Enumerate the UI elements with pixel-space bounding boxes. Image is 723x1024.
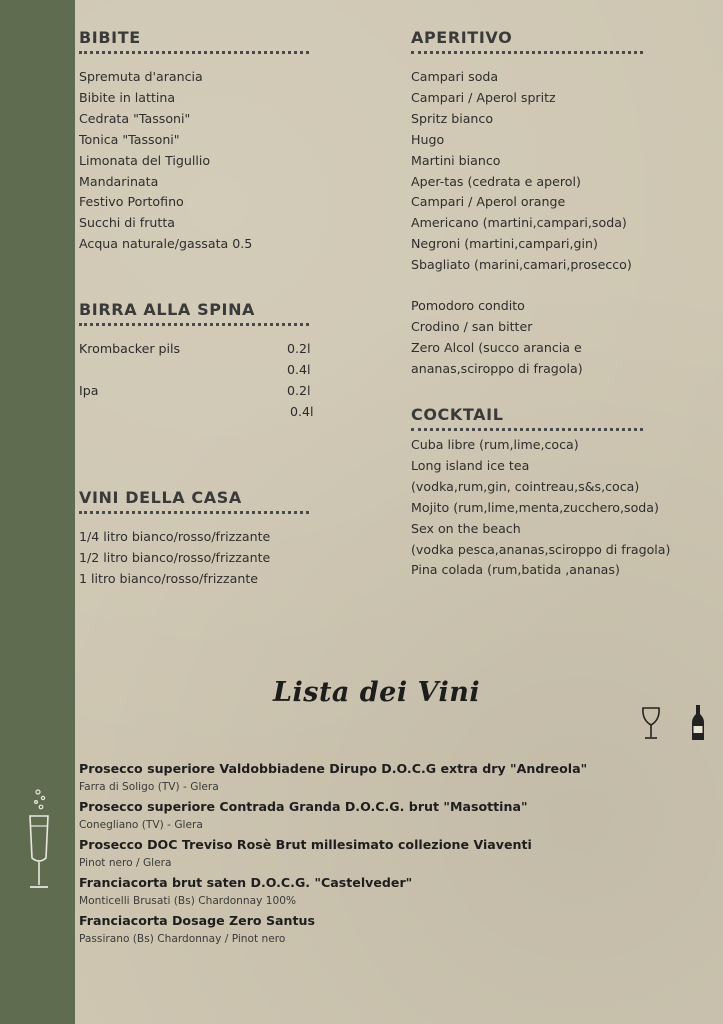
wine-detail: Passirano (Bs) Chardonnay / Pinot nero: [79, 933, 286, 945]
list-item: Spritz bianco: [411, 110, 494, 126]
list-item: Tonica "Tassoni": [79, 131, 180, 147]
list-item: (vodka pesca,ananas,sciroppo di fragola): [411, 541, 671, 557]
wine-name: Prosecco DOC Treviso Rosè Brut millesimato collezione Viaventi: [79, 837, 532, 852]
beer-name: Ipa: [79, 382, 99, 398]
beer-row: [79, 360, 309, 381]
list-item: 1 litro bianco/rosso/frizzante: [79, 570, 259, 586]
list-item: Pina colada (rum,batida ,ananas): [411, 562, 620, 578]
vini-casa-section: [79, 488, 309, 590]
list-item: Limonata del Tigullio: [79, 152, 211, 168]
list-item: Americano (martini,campari,soda): [411, 215, 627, 231]
wine-bottle-icon: [690, 704, 706, 742]
wine-list-title: Lista dei Vini: [273, 677, 481, 708]
beer-row: [79, 402, 314, 423]
list-item: Succhi di frutta: [79, 215, 175, 231]
wine-glass-icon: [640, 706, 662, 742]
beer-size: 0.2l: [287, 382, 311, 398]
list-item: Campari / Aperol orange: [411, 194, 566, 210]
bibite-section: [79, 28, 309, 255]
bibite-heading: BIBITE: [79, 28, 141, 47]
list-item: Mandarinata: [79, 173, 159, 189]
list-item: Negroni (martini,campari,gin): [411, 236, 598, 252]
dotted-divider: [411, 51, 643, 54]
wine-detail: Monticelli Brusati (Bs) Chardonnay 100%: [79, 895, 297, 907]
wine-name: Prosecco superiore Valdobbiadene Dirupo D.O.C.G extra dry "Andreola": [79, 761, 588, 776]
list-item: Sex on the beach: [411, 520, 521, 536]
wine-list: [79, 759, 699, 949]
aperitivo-section: [411, 28, 643, 380]
birra-heading: BIRRA ALLA SPINA: [79, 300, 256, 319]
list-item: ananas,sciroppo di fragola): [411, 360, 583, 376]
beer-row: [79, 381, 309, 402]
birra-section: [79, 300, 314, 423]
list-item: Campari / Aperol spritz: [411, 89, 556, 105]
list-item: Long island ice tea: [411, 457, 530, 473]
dotted-divider: [411, 428, 643, 431]
wine-detail: Farra di Soligo (TV) - Glera: [79, 781, 219, 793]
birra-list: [79, 339, 314, 423]
wine-name: Franciacorta Dosage Zero Santus: [79, 913, 315, 928]
list-item: Pomodoro condito: [411, 298, 525, 314]
list-item: Campari soda: [411, 69, 499, 84]
bibite-list: [79, 67, 309, 255]
cocktail-list: [411, 435, 671, 581]
list-item: Sbagliato (marini,camari,prosecco): [411, 257, 632, 273]
list-item: Hugo: [411, 131, 445, 147]
list-item: Mojito (rum,lime,menta,zucchero,soda): [411, 499, 659, 515]
list-item: Aper-tas (cedrata e aperol): [411, 173, 581, 189]
wine-detail: Pinot nero / Glera: [79, 857, 172, 869]
wine-name: Franciacorta brut saten D.O.C.G. "Castelveder": [79, 875, 413, 890]
cocktail-section: [411, 405, 671, 581]
vini-casa-list: [79, 527, 309, 590]
list-item: Festivo Portofino: [79, 194, 184, 210]
list-item: Cuba libre (rum,lime,coca): [411, 437, 579, 452]
wine-detail: Conegliano (TV) - Glera: [79, 819, 203, 831]
beer-name: Krombacker pils: [79, 341, 181, 356]
list-item: (vodka,rum,gin, cointreau,s&s,coca): [411, 478, 640, 494]
list-item: Bibite in lattina: [79, 89, 176, 105]
beer-size: 0.4l: [287, 361, 311, 377]
cocktail-heading: COCKTAIL: [411, 405, 504, 424]
list-item: Crodino / san bitter: [411, 318, 533, 334]
dotted-divider: [79, 51, 309, 54]
beer-row: [79, 339, 309, 360]
aperitivo-list: [411, 67, 643, 276]
analcolici-list: [411, 296, 643, 380]
list-item: Martini bianco: [411, 152, 501, 168]
list-item: Zero Alcol (succo arancia e: [411, 339, 582, 355]
dotted-divider: [79, 323, 309, 326]
list-item: 1/2 litro bianco/rosso/frizzante: [79, 549, 271, 565]
beer-size: 0.2l: [287, 341, 311, 356]
dotted-divider: [79, 511, 309, 514]
beer-size: 0.4l: [290, 403, 314, 419]
aperitivo-heading: APERITIVO: [411, 28, 513, 47]
list-item: Acqua naturale/gassata 0.5: [79, 236, 253, 252]
vini-casa-heading: VINI DELLA CASA: [79, 488, 242, 507]
list-item: Cedrata "Tassoni": [79, 110, 191, 126]
wine-name: Prosecco superiore Contrada Granda D.O.C.G. brut "Masottina": [79, 799, 528, 814]
list-item: Spremuta d'arancia: [79, 69, 203, 84]
champagne-flute-icon: [22, 786, 56, 892]
list-item: 1/4 litro bianco/rosso/frizzante: [79, 529, 271, 544]
